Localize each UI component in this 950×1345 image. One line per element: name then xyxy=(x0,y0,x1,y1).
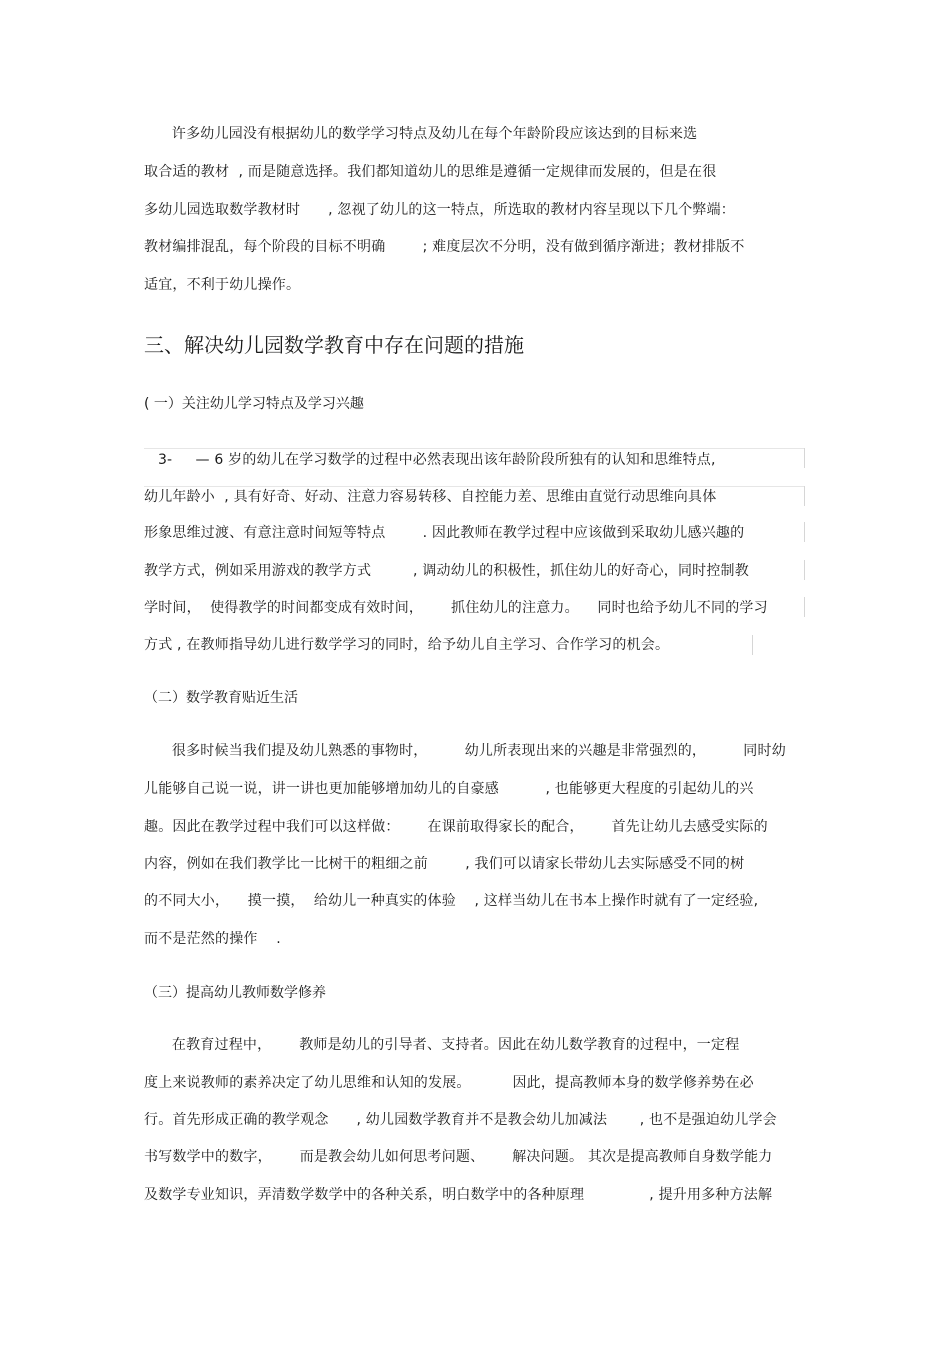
text-box-top-border xyxy=(144,448,804,449)
text-box-right-border xyxy=(804,486,805,506)
para2-line-3: 形象思维过渡、有意注意时间短等特点 . 因此教师在教学过程中应该做到采取幼儿感兴趣的 xyxy=(144,525,745,541)
para4-line-2: 度上来说教师的素养决定了幼儿思维和认知的发展。 因此，提高教师本身的数学修养势在必 xyxy=(144,1075,754,1091)
para2-line-6: 方式 , 在教师指导幼儿进行数学学习的同时，给予幼儿自主学习、合作学习的机会。 xyxy=(144,637,670,653)
para3-line-5: 的不同大小， 摸一摸， 给幼儿一种真实的体验 , 这样当幼儿在书本上操作时就有了一定经验, xyxy=(144,893,759,909)
para1-line-3: 多幼儿园选取数学教材时 , 忽视了幼儿的这一特点，所选取的教材内容呈现以下几个弊端： xyxy=(144,202,735,218)
text-box-right-border xyxy=(752,635,753,655)
para4-line-5: 及数学专业知识，弄清数学数学中的各种关系，明白数学中的各种原理 , 提升用多种方法解 xyxy=(144,1187,773,1203)
para1-line-4: 教材编排混乱，每个阶段的目标不明确 ; 难度层次不分明，没有做到循序渐进；教材排版不 xyxy=(144,239,745,255)
para1-line-1: 许多幼儿园没有根据幼儿的数学学习特点及幼儿在每个年龄阶段应该达到的目标来选 xyxy=(144,126,698,142)
subsection-3-heading: （三）提高幼儿教师数学修养 xyxy=(144,985,326,1001)
para3-line-2: 儿能够自己说一说，讲一讲也更加能够增加幼儿的自豪感 , 也能够更大程度的引起幼儿的兴 xyxy=(144,781,754,797)
para1-line-2: 取合适的教材 , 而是随意选择。我们都知道幼儿的思维是遵循一定规律而发展的，但是在很 xyxy=(144,164,717,180)
section-3-heading: 三、解决幼儿园数学教育中存在问题的措施 xyxy=(144,333,524,357)
para3-line-4: 内容，例如在我们教学比一比树干的粗细之前 , 我们可以请家长带幼儿去实际感受不同的树 xyxy=(144,856,745,872)
para2-line-5: 学时间， 使得教学的时间都变成有效时间， 抓住幼儿的注意力。 同时也给予幼儿不同的学习 xyxy=(144,600,768,616)
text-box-right-border xyxy=(804,448,805,468)
subsection-1-heading: ( 一）关注幼儿学习特点及学习兴趣 xyxy=(144,396,364,412)
para3-line-1: 很多时候当我们提及幼儿熟悉的事物时， 幼儿所表现出来的兴趣是非常强烈的， 同时幼 xyxy=(144,743,786,759)
para2-line-1: 3- — 6 岁的幼儿在学习数学的过程中必然表现出该年龄阶段所独有的认知和思维特点, xyxy=(144,452,716,468)
text-box-right-border xyxy=(804,597,805,617)
para4-line-4: 书写数学中的数字， 而是教会幼儿如何思考问题、 解决问题。 其次是提高教师自身数学能力 xyxy=(144,1149,773,1165)
para4-line-1: 在教育过程中， 教师是幼儿的引导者、支持者。因此在幼儿数学教育的过程中，一定程 xyxy=(144,1037,740,1053)
text-box-right-border xyxy=(804,560,805,580)
para3-line-6: 而不是茫然的操作 . xyxy=(144,931,281,947)
text-box-right-border xyxy=(804,522,805,542)
para4-line-3: 行。首先形成正确的教学观念 , 幼儿园数学教育并不是教会幼儿加减法 , 也不是强迫幼儿学会 xyxy=(144,1112,777,1128)
subsection-2-heading: （二）数学教育贴近生活 xyxy=(144,690,298,706)
para1-line-5: 适宜，不利于幼儿操作。 xyxy=(144,277,301,293)
para3-line-3: 趣。因此在教学过程中我们可以这样做： 在课前取得家长的配合， 首先让幼儿去感受实际的 xyxy=(144,819,768,835)
para2-line-4: 教学方式，例如采用游戏的教学方式 , 调动幼儿的积极性，抓住幼儿的好奇心，同时控制教 xyxy=(144,563,749,579)
para2-line-2: 幼儿年龄小 , 具有好奇、好动、注意力容易转移、自控能力差、思维由直觉行动思维向具体 xyxy=(144,489,717,505)
